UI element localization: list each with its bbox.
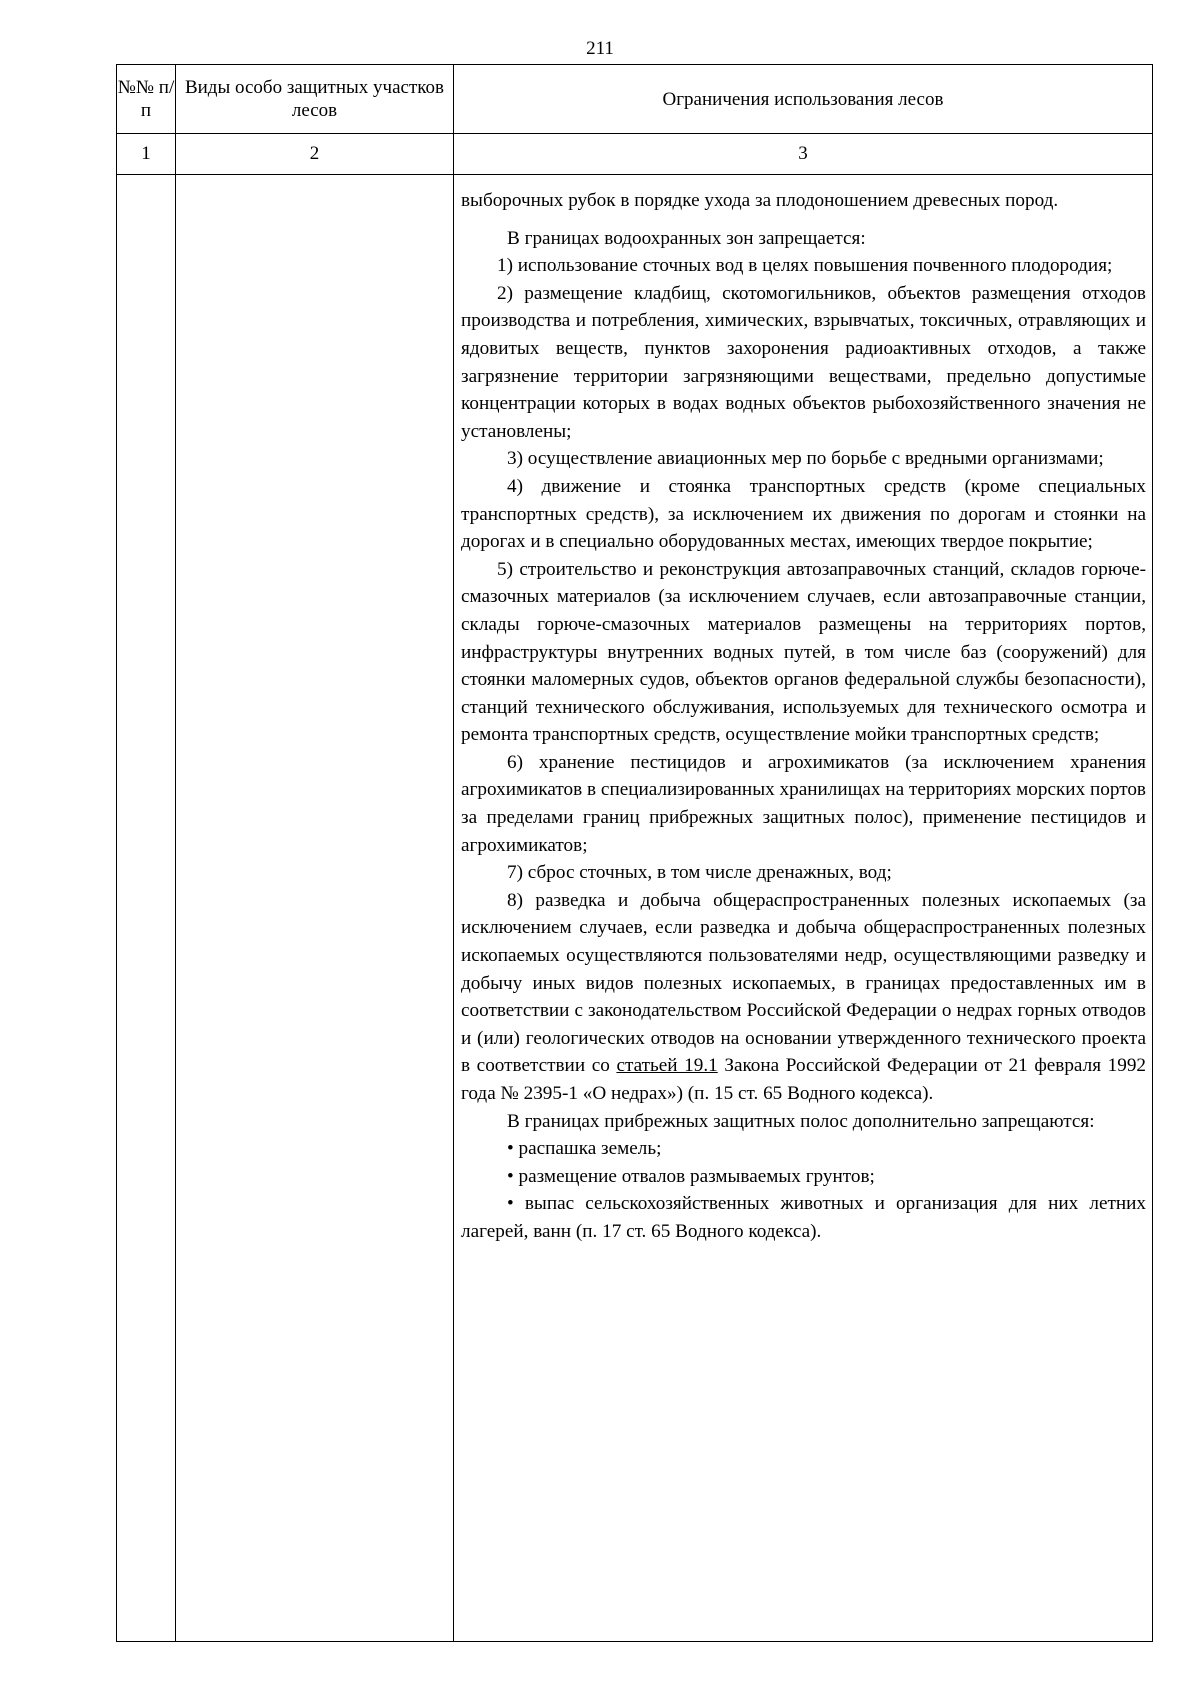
cell-number [117, 175, 176, 1642]
column-number-3: 3 [454, 134, 1153, 175]
column-number-1: 1 [117, 134, 176, 175]
header-plot-types: Виды особо защитных участков лесов [176, 65, 454, 134]
item8-text-after: Закона Российской Федерации от 21 февраля 1992 года № 2395-1 «О недрах») (п. 15 ст. 65 Водного кодекса). [461, 1055, 1147, 1104]
column-number-2: 2 [176, 134, 454, 175]
list-item: 2) размещение кладбищ, скотомогильников, объектов размещения отходов производства и потребления, химических, взрывчатых, токсичных, отравляющих и ядовитых веществ, пунктов захоронения радиоактивных отходов, а также загрязнение территории загрязняющими веществами, предельно допустимые концентрации которых в водах водных объектов рыбохозяйственного значения не установлены; [461, 282, 1146, 442]
header-row [117, 65, 1153, 134]
bullet-item: • размещение отвалов размываемых грунтов; [507, 1165, 875, 1187]
bullet-item: • распашка земель; [507, 1138, 662, 1160]
forest-restrictions-table [116, 64, 1153, 1642]
column-number-row [117, 134, 1153, 175]
header-restrictions: Ограничения использования лесов [454, 65, 1153, 134]
list-item: 5) строительство и реконструкция автозаправочных станций, складов горюче-смазочных материалов (за исключением случаев, если автозаправочные станции, склады горюче-смазочных материалов размещены на территориях портов, инфраструктуры внутренних водных путей, в том числе баз (сооружений) для стоянки маломерных судов, объектов органов федеральной службы безопасности), станций технического обслуживания, используемых для технического осмотра и ремонта транспортных средств, осуществление мойки транспортных средств; [461, 558, 1146, 746]
list-item: 6) хранение пестицидов и агрохимикатов (за исключением хранения агрохимикатов в специализированных хранилищах на территориях морских портов за пределами границ прибрежных защитных полос), применение пестицидов и агрохимикатов; [461, 751, 1146, 856]
list-item: 1) использование сточных вод в целях повышения почвенного плодородия; [497, 255, 1113, 277]
list-item-8 [461, 887, 1146, 1108]
item8-text-before: 8) разведка и добыча общераспространенных полезных ископаемых (за исключением случаев, если разведка и добыча общераспространенных полезных ископаемых осуществляются пользователями недр, осуществляющими разведку и добычу иных видов полезных ископаемых, в границах предоставленных им в соответствии с законодательством Российской Федерации о недрах горных отводов и (или) геологических отводов на основании утвержденного технического проекта в соответствии со [461, 889, 1146, 1077]
cell-restrictions [454, 175, 1153, 1642]
restrictions-text [454, 175, 1152, 1246]
list-item: 3) осуществление авиационных мер по борьбе с вредными организмами; [507, 448, 1104, 470]
table-row [117, 175, 1153, 1642]
page-number: 211 [586, 38, 614, 59]
water-zone-intro: В границах водоохранных зон запрещается: [507, 227, 866, 249]
bullet-item: • выпас сельскохозяйственных животных и организация для них летних лагерей, ванн (п. 17 ст. 65 Водного кодекса). [461, 1193, 1146, 1242]
list-item: 7) сброс сточных, в том числе дренажных, вод; [507, 862, 892, 884]
coastal-intro: В границах прибрежных защитных полос дополнительно запрещаются: [507, 1110, 1095, 1132]
continuation-paragraph: выборочных рубок в порядке ухода за плодоношением древесных пород. [461, 190, 1059, 211]
header-number: №№ п/п [117, 65, 176, 134]
cell-plot-type [176, 175, 454, 1642]
list-item: 4) движение и стоянка транспортных средств (кроме специальных транспортных средств), за исключением их движения по дорогам и стоянки на дорогах и в специально оборудованных местах, имеющих твердое покрытие; [461, 475, 1146, 553]
law-article-link[interactable]: статьей 19.1 [616, 1055, 718, 1077]
